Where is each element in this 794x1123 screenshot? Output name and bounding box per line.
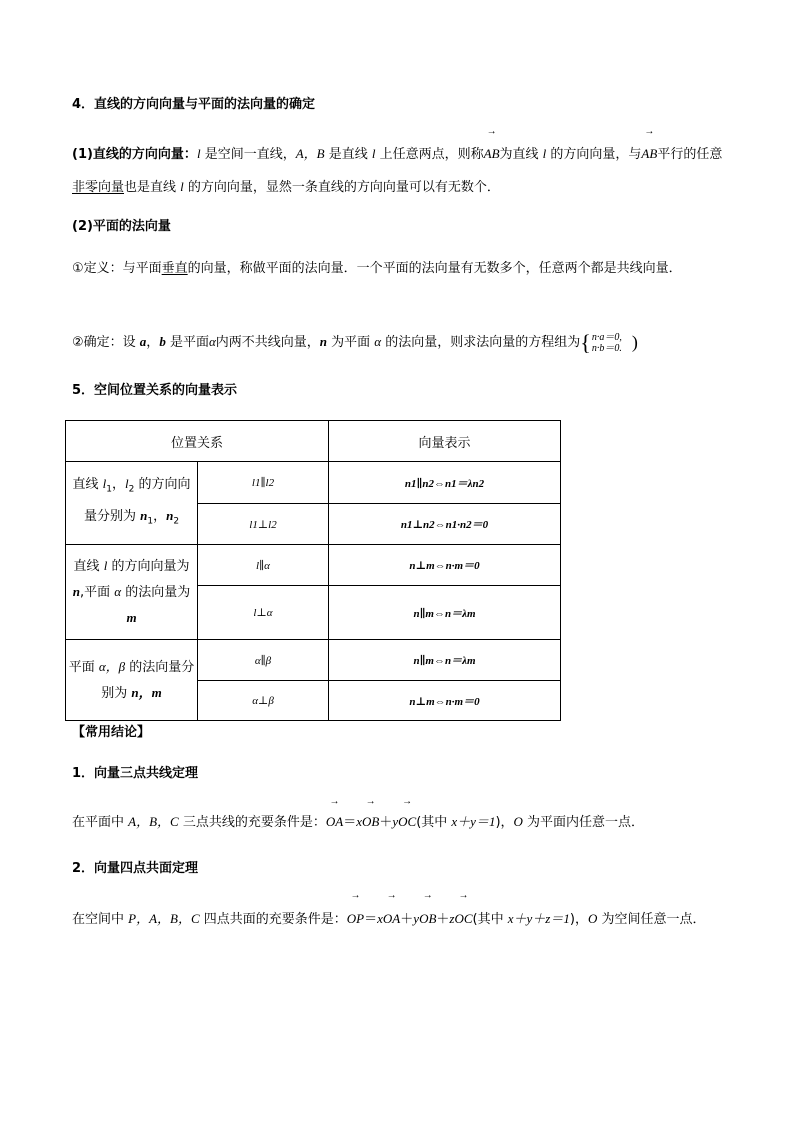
text: ②确定：设 <box>72 335 140 350</box>
var-l: l <box>196 146 201 161</box>
var-l: l <box>180 179 184 194</box>
vector-b: b <box>159 334 166 349</box>
text: 是空间一直线， <box>200 147 296 162</box>
vector-n: n <box>140 508 148 523</box>
relation-cell: l⊥α <box>198 586 329 640</box>
text: )， <box>495 815 514 830</box>
coplanar-theorem-heading: 2．向量四点共面定理 <box>72 861 199 876</box>
vector-ob: → OB <box>362 808 379 835</box>
vector-op: → OP <box>347 902 364 935</box>
var-l: l <box>371 146 376 161</box>
normal-vector-heading: (2)平面的法向量 <box>72 219 171 234</box>
text: 在空间中 <box>72 912 129 927</box>
vector-ab: → AB <box>484 138 500 170</box>
perpendicular-term: 垂直 <box>161 261 188 276</box>
col-header-relation: 位置关系 <box>66 421 329 462</box>
section4-heading: 4．直线的方向向量与平面的法向量的确定 <box>72 97 316 112</box>
plus: ＋ <box>400 912 414 927</box>
equals: ＝ <box>364 912 378 927</box>
points-pabc: P，A，B，C <box>128 911 200 926</box>
text: 为直线 <box>499 147 543 162</box>
vector-ob: → OB <box>419 902 436 935</box>
text: 的法向量分别为 <box>101 660 195 701</box>
condition: x＋y＝1 <box>451 814 496 829</box>
vector-n: n <box>72 584 80 599</box>
vector-cell: n1⊥n2⇔n1·n2＝0 <box>329 504 561 545</box>
direction-vector-paragraph <box>72 138 732 204</box>
text: 内两不共线向量， <box>215 335 320 350</box>
text: 平行的任意 <box>657 147 723 162</box>
normal-definition-paragraph <box>72 254 732 283</box>
equation-system: { n·a＝0, n·b＝0. ) <box>580 329 638 355</box>
group-line-plane <box>66 545 198 640</box>
var-x: x <box>356 814 362 829</box>
text: 的法向量为 <box>121 585 191 600</box>
text: 是平面 <box>165 335 209 350</box>
collinear-theorem-heading: 1．向量三点共线定理 <box>72 766 199 781</box>
vector-cell: n⊥m⇔n·m＝0 <box>329 681 561 721</box>
relation-table <box>65 420 561 721</box>
text: 三点共线的充要条件是： <box>178 815 326 830</box>
text: 为空间任意一点． <box>597 912 706 927</box>
vector-cell: n⊥m⇔n·m＝0 <box>329 545 561 586</box>
text: 的方向向量为 <box>107 559 190 574</box>
var-l: l <box>103 558 108 573</box>
vector-n: n <box>319 334 328 349</box>
relation-cell: l1⊥l2 <box>198 504 329 545</box>
plus: ＋ <box>436 912 450 927</box>
vector-cell: n1∥n2⇔n1＝λn2 <box>329 462 561 504</box>
direction-vector-label: (1)直线的方向向量： <box>72 147 197 162</box>
var-l: l <box>125 476 129 492</box>
text: ， <box>111 477 125 493</box>
vector-n: n <box>166 508 174 523</box>
text: 的方向向量，与 <box>546 147 642 162</box>
text: (其中 <box>416 815 452 830</box>
vector-cell: n∥m⇔n＝λm <box>329 640 561 681</box>
var-l: l <box>542 146 547 161</box>
text: 为平面内任意一点． <box>522 815 645 830</box>
text: 的法向量，则求法向量的方程组为 <box>381 335 581 350</box>
normal-determination-paragraph <box>72 328 732 356</box>
vector-oa: → OA <box>326 808 343 835</box>
text: 也是直线 <box>124 180 181 195</box>
text: )， <box>569 912 588 927</box>
text: 的方向向量，显然一条直线的方向向量可以有无数个． <box>183 180 500 195</box>
vector-cell: n∥m⇔n＝λm <box>329 586 561 640</box>
section5-heading: 5．空间位置关系的向量表示 <box>72 383 238 398</box>
var-y: y <box>392 814 399 829</box>
group-two-planes <box>66 640 198 721</box>
var-l: l <box>102 476 107 492</box>
point-o: O <box>513 814 523 829</box>
nonzero-vector-term: 非零向量 <box>72 180 125 195</box>
text: 是直线 <box>324 147 372 162</box>
points-ab: A，B <box>295 146 325 161</box>
relation-cell: l∥α <box>198 545 329 586</box>
plane-alpha: α <box>208 334 216 349</box>
text: 四点共面的充要条件是： <box>199 912 347 927</box>
text: ， <box>146 335 160 350</box>
text: ①定义：与平面 <box>72 261 162 276</box>
points-abc: A，B，C <box>128 814 179 829</box>
col-header-vector: 向量表示 <box>329 421 561 462</box>
text: 上任意两点，则称 <box>375 147 484 162</box>
relation-cell: α⊥β <box>198 681 329 721</box>
text: ， <box>153 509 167 524</box>
plane-alpha: α <box>114 584 122 599</box>
relation-cell: l1∥l2 <box>198 462 329 504</box>
vector-m: m <box>126 610 137 625</box>
equation-row-2: n·b＝0. <box>591 342 622 354</box>
text: 的方向向量分别为 <box>83 477 191 524</box>
text: 为平面 <box>327 335 375 350</box>
coplanar-theorem-text <box>72 902 732 936</box>
vector-oc: → OC <box>398 808 416 835</box>
text: 直线 <box>72 477 103 493</box>
text: (其中 <box>472 912 508 927</box>
vector-a: a <box>139 334 147 349</box>
vector-ab: → AB <box>641 138 657 170</box>
text: 在平面中 <box>72 815 129 830</box>
vector-oa: → OA <box>383 902 400 935</box>
point-o: O <box>587 911 598 926</box>
equals: ＝ <box>343 815 357 830</box>
plus: ＋ <box>379 815 393 830</box>
group-two-lines: 直线 $l_1$，$l_2$ 的方向向量分别为 $n_1$，$n_2$ <box>66 462 198 545</box>
text: 直线 <box>73 559 104 574</box>
var-z: z <box>449 911 455 926</box>
relation-cell: α∥β <box>198 640 329 681</box>
text: 的向量，称做平面的法向量．一个平面的法向量有无数多个，任意两个都是共线向量． <box>187 261 682 276</box>
planes-alpha-beta: α，β <box>98 659 126 674</box>
plane-alpha: α <box>374 334 382 349</box>
collinear-theorem-text <box>72 808 732 836</box>
var-x: x <box>377 911 383 926</box>
vector-oc: → OC <box>454 902 472 935</box>
text: ,平面 <box>80 585 115 600</box>
text: 平面 <box>68 660 99 675</box>
equation-row-1: n·a＝0, <box>591 331 622 343</box>
var-y: y <box>413 911 420 926</box>
conclusions-heading: 【常用结论】 <box>72 725 151 740</box>
vectors-n-m: n，m <box>131 685 162 700</box>
condition: x＋y＋z＝1 <box>507 911 570 926</box>
